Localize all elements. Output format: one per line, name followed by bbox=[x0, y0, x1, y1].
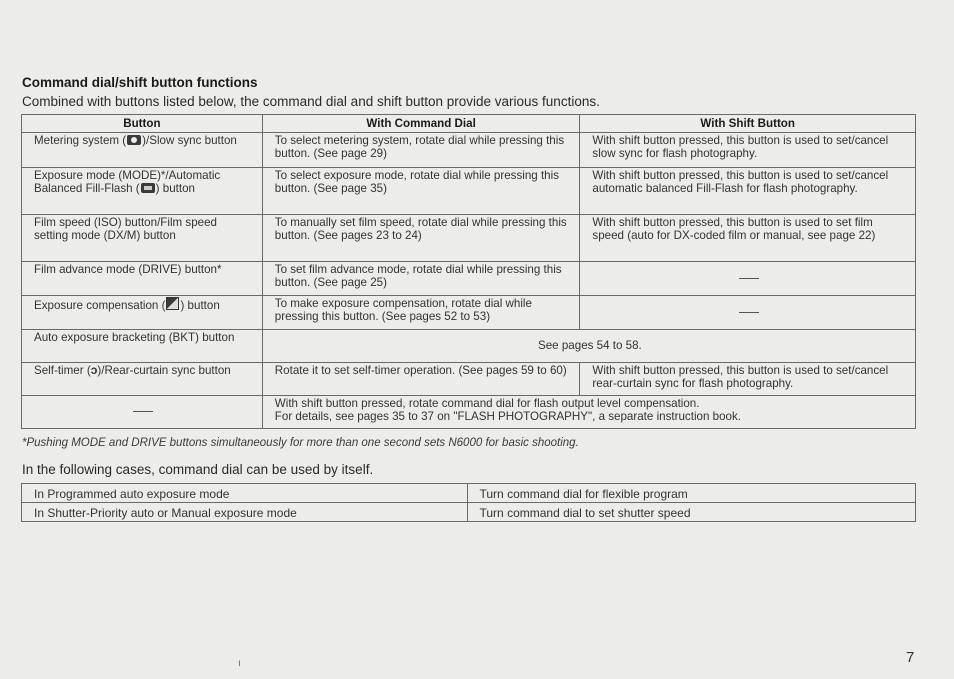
header-button: Button bbox=[22, 115, 263, 133]
command-dial-cell: To manually set film speed, rotate dial while pressing this button. (See pages 23 to 24) bbox=[262, 214, 580, 261]
button-text-pre: Metering system ( bbox=[34, 133, 127, 147]
table-row bbox=[22, 214, 916, 261]
button-text-post: )/Slow sync button bbox=[142, 133, 237, 147]
merged-cell bbox=[262, 395, 915, 428]
button-text-post: )/Rear-curtain sync button bbox=[97, 363, 231, 377]
shift-button-cell: With shift button pressed, this button is used to set/cancel slow sync for flash photography. bbox=[580, 132, 916, 167]
action-cell: Turn command dial to set shutter speed bbox=[467, 503, 916, 522]
button-text-pre: Exposure compensation ( bbox=[34, 298, 166, 312]
merged-line-2: For details, see pages 35 to 37 on "FLASH PHOTOGRAPHY", a separate instruction book. bbox=[274, 410, 741, 423]
cases-table bbox=[21, 483, 916, 522]
section-heading: Command dial/shift button functions bbox=[22, 75, 258, 90]
button-text-pre: Exposure mode (MODE)*/Automatic Balanced Fill-Flash ( bbox=[34, 168, 221, 195]
shift-button-cell bbox=[580, 261, 916, 295]
mode-cell: In Shutter-Priority auto or Manual exposure mode bbox=[22, 503, 468, 522]
table-row bbox=[22, 167, 916, 214]
command-dial-cell: To select metering system, rotate dial while pressing this button. (See page 29) bbox=[262, 132, 580, 167]
mode-cell: In Programmed auto exposure mode bbox=[22, 484, 468, 503]
dash bbox=[133, 411, 153, 412]
table-row bbox=[22, 132, 916, 167]
button-text-pre: Self-timer ( bbox=[34, 363, 91, 377]
self-timer-icon: ᴐ bbox=[90, 362, 98, 377]
shift-button-cell: With shift button pressed, this button is used to set/cancel automatic balanced Fill-Flash for flash photography. bbox=[580, 167, 916, 214]
section-intro: Combined with buttons listed below, the command dial and shift button provide various functions. bbox=[22, 94, 600, 109]
table-row bbox=[22, 261, 916, 295]
table-row bbox=[22, 329, 916, 362]
command-dial-cell: To select exposure mode, rotate dial while pressing this button. (See page 35) bbox=[262, 167, 580, 214]
command-dial-cell: To set film advance mode, rotate dial while pressing this button. (See page 25) bbox=[262, 261, 580, 295]
command-dial-cell: To make exposure compensation, rotate dial while pressing this button. (See pages 52 to 53) bbox=[262, 295, 580, 329]
button-cell: Auto exposure bracketing (BKT) button bbox=[22, 329, 263, 362]
command-dial-cell: Rotate it to set self-timer operation. (See pages 59 to 60) bbox=[262, 362, 580, 395]
button-cell bbox=[22, 395, 263, 428]
dash bbox=[739, 312, 759, 313]
merged-cell: See pages 54 to 58. bbox=[262, 329, 915, 362]
stray-mark: ı bbox=[238, 658, 241, 669]
button-text-post: ) button bbox=[155, 182, 195, 195]
merged-line-1: With shift button pressed, rotate command dial for flash output level compensation. bbox=[274, 396, 700, 410]
table-row bbox=[22, 503, 916, 522]
button-cell bbox=[22, 295, 263, 329]
table-row bbox=[22, 362, 916, 395]
table-row bbox=[22, 295, 916, 329]
button-cell: Film advance mode (DRIVE) button* bbox=[22, 261, 263, 295]
action-cell: Turn command dial for flexible program bbox=[467, 484, 916, 503]
button-functions-table bbox=[21, 114, 916, 429]
footnote: *Pushing MODE and DRIVE buttons simultaneously for more than one second sets N6000 for basic shooting. bbox=[22, 437, 579, 449]
table-header-row bbox=[22, 115, 916, 133]
metering-system-icon bbox=[127, 135, 141, 145]
table-row bbox=[22, 484, 916, 503]
header-with-command-dial: With Command Dial bbox=[262, 115, 580, 133]
button-text-post: ) button bbox=[180, 298, 220, 312]
table-row bbox=[22, 395, 916, 428]
header-with-shift-button: With Shift Button bbox=[580, 115, 916, 133]
cases-intro: In the following cases, command dial can be used by itself. bbox=[22, 462, 374, 477]
balanced-fill-flash-icon bbox=[141, 183, 155, 193]
shift-button-cell bbox=[580, 295, 916, 329]
button-cell: Film speed (ISO) button/Film speed setting mode (DX/M) button bbox=[22, 214, 263, 261]
shift-button-cell: With shift button pressed, this button is used to set film speed (auto for DX-coded film or manual, see page 22) bbox=[580, 214, 916, 261]
exposure-compensation-icon bbox=[166, 297, 179, 310]
page-number: 7 bbox=[906, 649, 915, 666]
button-cell bbox=[22, 167, 263, 214]
dash bbox=[739, 278, 759, 279]
button-cell bbox=[22, 132, 263, 167]
shift-button-cell: With shift button pressed, this button is used to set/cancel rear-curtain sync for flash photography. bbox=[580, 362, 916, 395]
button-cell bbox=[22, 362, 263, 395]
